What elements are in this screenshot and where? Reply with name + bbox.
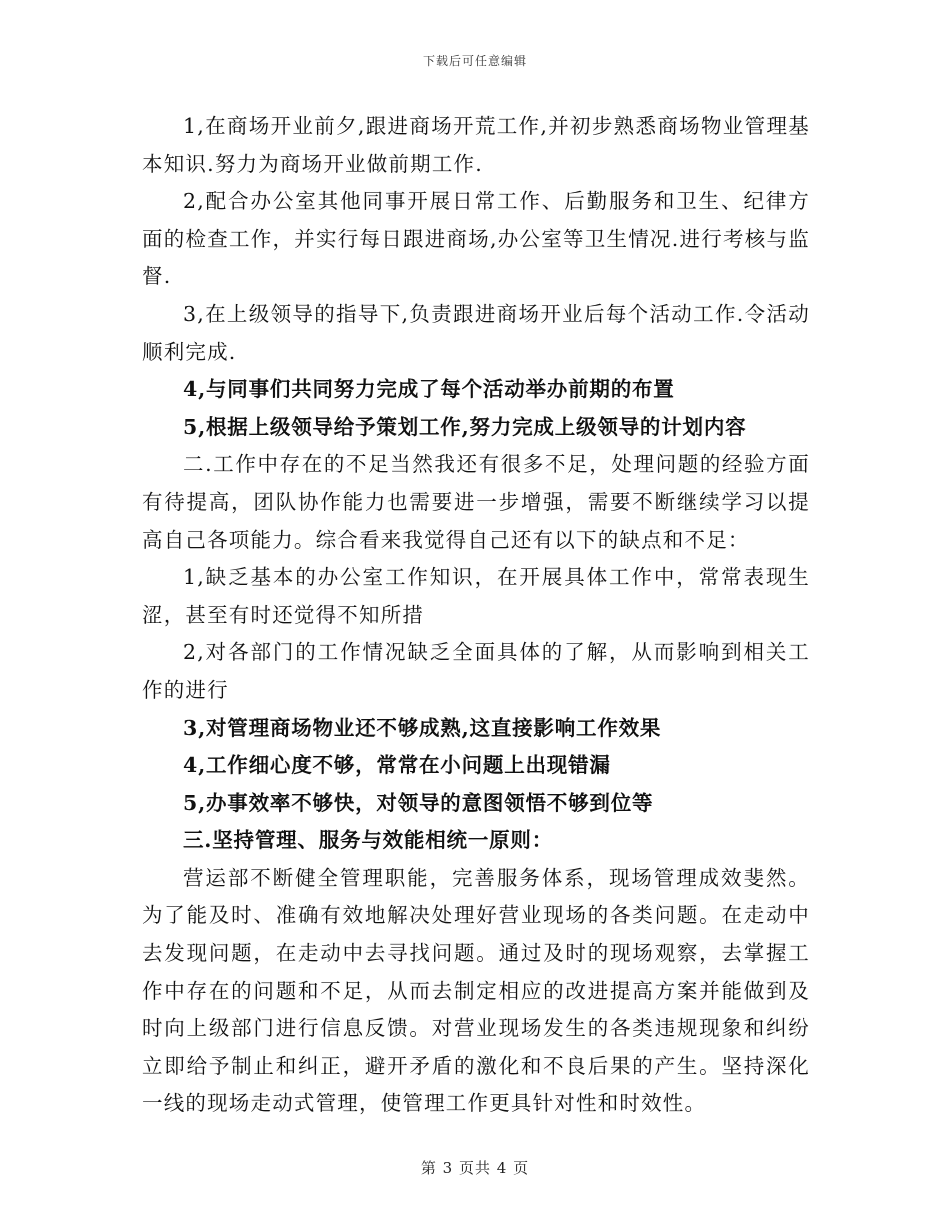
paragraph: 2,配合办公室其他同事开展日常工作、后勤服务和卫生、纪律方面的检查工作，并实行每日跟进商场,办公室等卫生情况.进行考核与监督. — [142, 189, 810, 289]
section-two-paragraph: 二.工作中存在的不足当然我还有很多不足，处理问题的经验方面有待提高，团队协作能力也需要进一步增强，需要不断继续学习以提高自己各项能力。综合看来我觉得自己还有以下的缺点和不足： — [142, 452, 810, 552]
paragraph: 1,缺乏基本的办公室工作知识，在开展具体工作中，常常表现生涩，甚至有时还觉得不知所措 — [142, 565, 810, 627]
page-footer: 第 3 页共 4 页 — [420, 1159, 530, 1177]
paragraph-bold: 4,与同事们共同努力完成了每个活动举办前期的布置 — [183, 377, 675, 402]
paragraph-bold: 5,办事效率不够快，对领导的意图领悟不够到位等 — [183, 790, 654, 815]
page-header: 下载后可任意编辑 — [422, 54, 527, 68]
paragraph: 3,在上级领导的指导下,负责跟进商场开业后每个活动工作.令活动顺利完成. — [142, 301, 810, 364]
paragraph: 营运部不断健全管理职能，完善服务体系，现场管理成效斐然。为了能及时、准确有效地解决处理好营业现场的各类问题。在走动中去发现问题，在走动中去寻找问题。通过及时的现场观察，去掌握工作中存在的问题和不足，从而去制定相应的改进提高方案并能做到及时向上级部门进行信息反馈。对营业现场发生的各类违规现象和纠纷立即给予制止和纠正，避开矛盾的激化和不良后果的产生。坚持深化一线的现场走动式管理，使管理工作更具针对性和时效性。 — [142, 865, 810, 1116]
paragraph: 2,对各部门的工作情况缺乏全面具体的了解，从而影响到相关工作的进行 — [142, 640, 810, 702]
paragraph: 1,在商场开业前夕,跟进商场开荒工作,并初步熟悉商场物业管理基本知识.努力为商场开业做前期工作. — [142, 114, 810, 176]
paragraph-bold: 3,对管理商场物业还不够成熟,这直接影响工作效果 — [183, 715, 662, 740]
section-three-heading: 三.坚持管理、服务与效能相统一原则： — [183, 828, 554, 853]
document-body — [142, 108, 810, 1123]
paragraph-bold: 5,根据上级领导给予策划工作,努力完成上级领导的计划内容 — [183, 414, 747, 439]
paragraph-bold: 4,工作细心度不够，常常在小问题上出现错漏 — [183, 753, 611, 778]
